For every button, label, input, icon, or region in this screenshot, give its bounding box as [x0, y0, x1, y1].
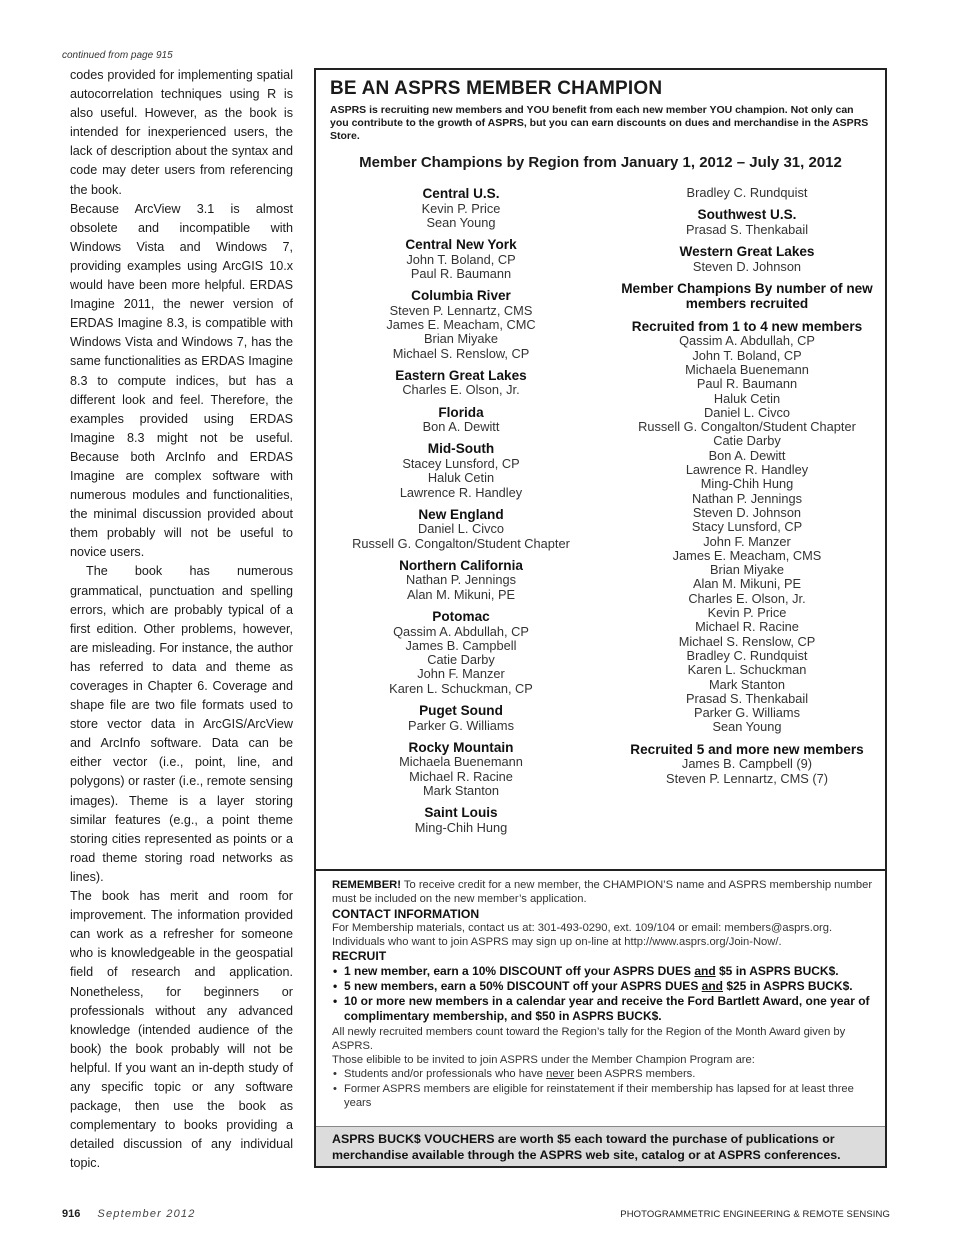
member-name: Brian Miyake	[424, 331, 498, 347]
member-name: James B. Campbell (9)	[681, 756, 813, 772]
region-name: Potomac	[432, 609, 490, 625]
region-group	[612, 319, 882, 735]
region-group	[612, 244, 882, 274]
member-name: John T. Boland, CP	[406, 251, 516, 267]
region-group	[326, 368, 596, 398]
region-name: Eastern Great Lakes	[395, 367, 527, 383]
member-name: Kevin P. Price	[421, 200, 501, 216]
member-name: John F. Manzer	[703, 533, 791, 549]
region-name: Southwest U.S.	[697, 207, 797, 223]
member-name: Prasad S. Thenkabail	[685, 221, 809, 237]
region-name: Western Great Lakes	[679, 244, 815, 260]
region-name: Puget Sound	[419, 703, 503, 719]
member-name: Sean Young	[426, 214, 496, 230]
region-group	[326, 441, 596, 499]
program-details	[332, 878, 878, 1110]
region-group	[326, 237, 596, 281]
region-name: Florida	[438, 404, 484, 420]
member-name: Nathan P. Jennings	[691, 490, 803, 506]
member-name: Brian Miyake	[710, 562, 784, 578]
member-name: Nathan P. Jennings	[405, 572, 517, 588]
member-name: James B. Campbell	[405, 637, 517, 653]
champions-left-column	[326, 186, 596, 842]
contact-heading: CONTACT INFORMATION	[332, 906, 480, 921]
member-name: Charles E. Olson, Jr.	[688, 590, 806, 606]
eligible-item-1-never: never	[546, 1068, 575, 1081]
recruit-item-2-and: and	[701, 978, 723, 993]
member-name: Bradley C. Rundquist	[686, 647, 808, 663]
region-name: Columbia River	[411, 288, 511, 304]
member-name: Bon A. Dewitt	[708, 447, 786, 463]
member-name: Haluk Cetin	[713, 390, 781, 406]
recruit-item-2	[332, 979, 878, 994]
page-number: 916	[62, 1208, 81, 1220]
member-name: Michael R. Racine	[695, 619, 799, 635]
member-name: Mark Stanton	[708, 676, 786, 692]
region-group	[326, 405, 596, 435]
member-name: Russell G. Congalton/Student Chapter	[352, 535, 570, 551]
member-name: Kevin P. Price	[707, 605, 787, 621]
member-name: Parker G. Williams	[694, 705, 800, 721]
issue-date: September 2012	[97, 1208, 196, 1220]
recruit-item-1-tail: $5 in ASPRS BUCK$.	[715, 963, 839, 978]
region-group	[326, 703, 596, 733]
region-group	[326, 288, 596, 361]
member-name: James E. Meacham, CMC	[386, 316, 536, 332]
recruit-item-2-tail: $25 in ASPRS BUCK$.	[723, 978, 853, 993]
remember-label: REMEMBER!	[332, 879, 401, 891]
region-group	[326, 507, 596, 551]
review-paragraph-4: The book has merit and room for improvement. The information provided can work as a refresher for someone who is knowledgeable in the geospatial field of research and application. Nonetheless, for beginners or professionals without any advanced knowledge (intended audience of the book) the book probably will not be helpful. If you want an in-depth study of any specific topic or any software package, then use the book as complementary to books providing a detailed discussion of any individual topic.	[70, 889, 293, 1171]
review-paragraph-3: The book has numerous grammatical, punctuation and spelling errors, which are probably typical of a first edition. Other problems, however, are misleading. For instance, the author has referred to data and theme as coverages in Chapter 6. Coverage and shape file are two file formats used to store vector data in ArcGIS/ArcView and ArcInfo software. Data can be either vector (i.e., point, line, and polygons) or raster (i.e., remote sensing images). Theme is a layer storing similar features (e.g., a point theme storing cities represented as points or a road theme storing road networks as lines).	[70, 564, 293, 884]
region-name: Recruited from 1 to 4 new members	[631, 318, 863, 334]
review-text-column	[70, 66, 293, 1173]
member-name: Catie Darby	[713, 433, 781, 449]
member-name: Michael S. Renslow, CP	[678, 633, 816, 649]
member-name: Ming-Chih Hung	[700, 476, 794, 492]
recruit-item-1-and: and	[694, 963, 716, 978]
member-name: Steven D. Johnson	[692, 258, 802, 274]
journal-name: PHOTOGRAMMETRIC ENGINEERING & REMOTE SENSING	[620, 1209, 890, 1220]
member-name: Stacey Lunsford, CP	[402, 455, 520, 471]
contact-text: For Membership materials, contact us at: 301-493-0290, ext. 109/104 or email: members@asprs.org. Individuals who want to join ASPRS may sign up on-line at http://www.asprs.org/Join-Now/.	[332, 921, 833, 949]
member-name: Steven P. Lennartz, CMS	[389, 302, 533, 318]
remember-text: To receive credit for a new member, the CHAMPION’S name and ASPRS membership number must be included on the new member’s application.	[332, 879, 873, 906]
member-name: Prasad S. Thenkabail	[685, 690, 809, 706]
member-name: James E. Meacham, CMS	[672, 547, 822, 563]
member-name: Qassim A. Abdullah, CP	[679, 333, 815, 349]
member-name: Ming-Chih Hung	[414, 819, 508, 835]
region-group	[612, 207, 882, 237]
region-name: Mid-South	[427, 441, 495, 457]
member-name: John F. Manzer	[417, 666, 505, 682]
eligible-item-1-tail: been ASPRS members.	[574, 1068, 696, 1081]
eligible-item-1-text: Students and/or professionals who have	[344, 1068, 547, 1081]
remember-note	[332, 878, 878, 907]
member-name: Mark Stanton	[422, 782, 500, 798]
region-name: Recruited 5 and more new members	[630, 741, 864, 757]
box-title: BE AN ASPRS MEMBER CHAMPION	[330, 78, 663, 99]
member-name: Qassim A. Abdullah, CP	[393, 623, 529, 639]
member-name: Charles E. Olson, Jr.	[402, 382, 520, 398]
member-name: Michaela Buenemann	[685, 361, 809, 377]
recruit-list	[332, 964, 878, 1025]
member-name: Sean Young	[712, 719, 782, 735]
region-group	[612, 281, 882, 312]
region-name: New England	[418, 506, 504, 522]
region-name: Central U.S.	[422, 186, 500, 201]
member-name: Steven D. Johnson	[692, 504, 802, 520]
member-name: Karen L. Schuckman	[687, 662, 807, 678]
region-group	[326, 805, 596, 835]
member-name: Daniel L. Civco	[703, 404, 791, 420]
box-intro: ASPRS is recruiting new members and YOU benefit from each new member YOU champion. Not only can you contribute to the growth of ASPRS, but you can earn discounts on dues and merchandise in the ASPRS Store.	[330, 104, 869, 143]
region-heading: Member Champions by Region from January 1, 2012 – July 31, 2012	[359, 154, 842, 171]
region-name: Central New York	[405, 237, 517, 253]
eligible-item-1	[332, 1067, 878, 1081]
region-group	[326, 609, 596, 696]
region-group	[326, 186, 596, 230]
member-name: Paul R. Baumann	[696, 376, 798, 392]
footer-left	[62, 1208, 196, 1220]
member-name: Bradley C. Rundquist	[686, 185, 808, 200]
eligible-list	[332, 1067, 878, 1110]
tally-text: All newly recruited members count toward the Region’s tally for the Region of the Month Award given by ASPRS.	[332, 1025, 846, 1052]
vouchers-banner: ASPRS BUCK$ VOUCHERS are worth $5 each toward the purchase of publications or merchandise available through the ASPRS web site, catalog or at ASPRS conferences.	[316, 1126, 885, 1166]
member-name: Parker G. Williams	[408, 717, 514, 733]
recruit-item-2-text: 5 new members, earn a 50% DISCOUNT off your ASPRS DUES	[344, 978, 702, 993]
member-name: Russell G. Congalton/Student Chapter	[638, 419, 856, 435]
member-name: Haluk Cetin	[427, 470, 495, 486]
review-paragraph-1: codes provided for implementing spatial autocorrelation techniques using R is also useful. However, as the book is intended for inexperienced users, the lack of description about the syntax and code may deter users from referencing the book.	[70, 68, 293, 197]
region-name: Member Champions By number of new members recruited	[621, 280, 873, 312]
member-name: Alan M. Mikuni, PE	[692, 576, 802, 592]
region-group	[612, 742, 882, 786]
region-name: Saint Louis	[424, 805, 498, 821]
recruit-item-3: • 10 or more new members in a calendar year and receive the Ford Bartlett Award, one year of complimentary membership, and $50 in ASPRS BUCK$.	[332, 994, 878, 1024]
member-name: Steven P. Lennartz, CMS (7)	[666, 770, 828, 786]
champions-right-column	[612, 186, 882, 793]
continued-note: continued from page 915	[62, 50, 173, 61]
recruit-item-1-text: 1 new member, earn a 10% DISCOUNT off your ASPRS DUES	[344, 963, 695, 978]
region-group	[326, 740, 596, 798]
member-name: Michael S. Renslow, CP	[392, 345, 530, 361]
review-paragraph-2: Because ArcView 3.1 is almost obsolete and incompatible with Windows Vista and Windows 7, providing examples using ArcGIS 10.x would have been more helpful. ERDAS Imagine 2011, the newer version of ERDAS Imagine 8.3, is compatible with Windows Vista and Windows 7, has the same functionalities as ERDAS Imagine 8.3 to compute indices, but has a different look and feel. Therefore, the examples provided using ERDAS Imagine 8.3 might not be useful. Because both ArcInfo and ERDAS Imagine are complex software with numerous modules and functionalities, the minimal discussion provided about them probably will not be useful to novice users.	[70, 201, 293, 560]
recruit-heading: RECRUIT	[332, 949, 387, 964]
member-name: Bon A. Dewitt	[422, 419, 500, 435]
member-name: Catie Darby	[427, 652, 495, 668]
member-champion-box	[314, 68, 887, 1168]
member-name: Michael R. Racine	[409, 768, 513, 784]
region-group	[326, 558, 596, 602]
region-name: Northern California	[399, 557, 523, 573]
box-divider	[316, 869, 885, 871]
region-group	[612, 186, 882, 200]
member-name: Stacy Lunsford, CP	[691, 519, 803, 535]
member-name: Lawrence R. Handley	[399, 484, 523, 500]
recruit-item-1	[332, 964, 878, 979]
region-name: Rocky Mountain	[408, 739, 514, 755]
member-name: Lawrence R. Handley	[685, 462, 809, 478]
member-name: Daniel L. Civco	[417, 521, 505, 537]
member-name: Alan M. Mikuni, PE	[406, 586, 516, 602]
eligible-text: Those elibible to be invited to join ASPRS under the Member Champion Program are:	[332, 1054, 755, 1067]
member-name: Michaela Buenemann	[399, 754, 523, 770]
member-name: Paul R. Baumann	[410, 265, 512, 281]
member-name: Karen L. Schuckman, CP	[389, 680, 533, 696]
member-name: John T. Boland, CP	[692, 347, 802, 363]
eligible-item-2: • Former ASPRS members are eligible for reinstatement if their membership has lapsed for at least three years	[332, 1082, 878, 1111]
